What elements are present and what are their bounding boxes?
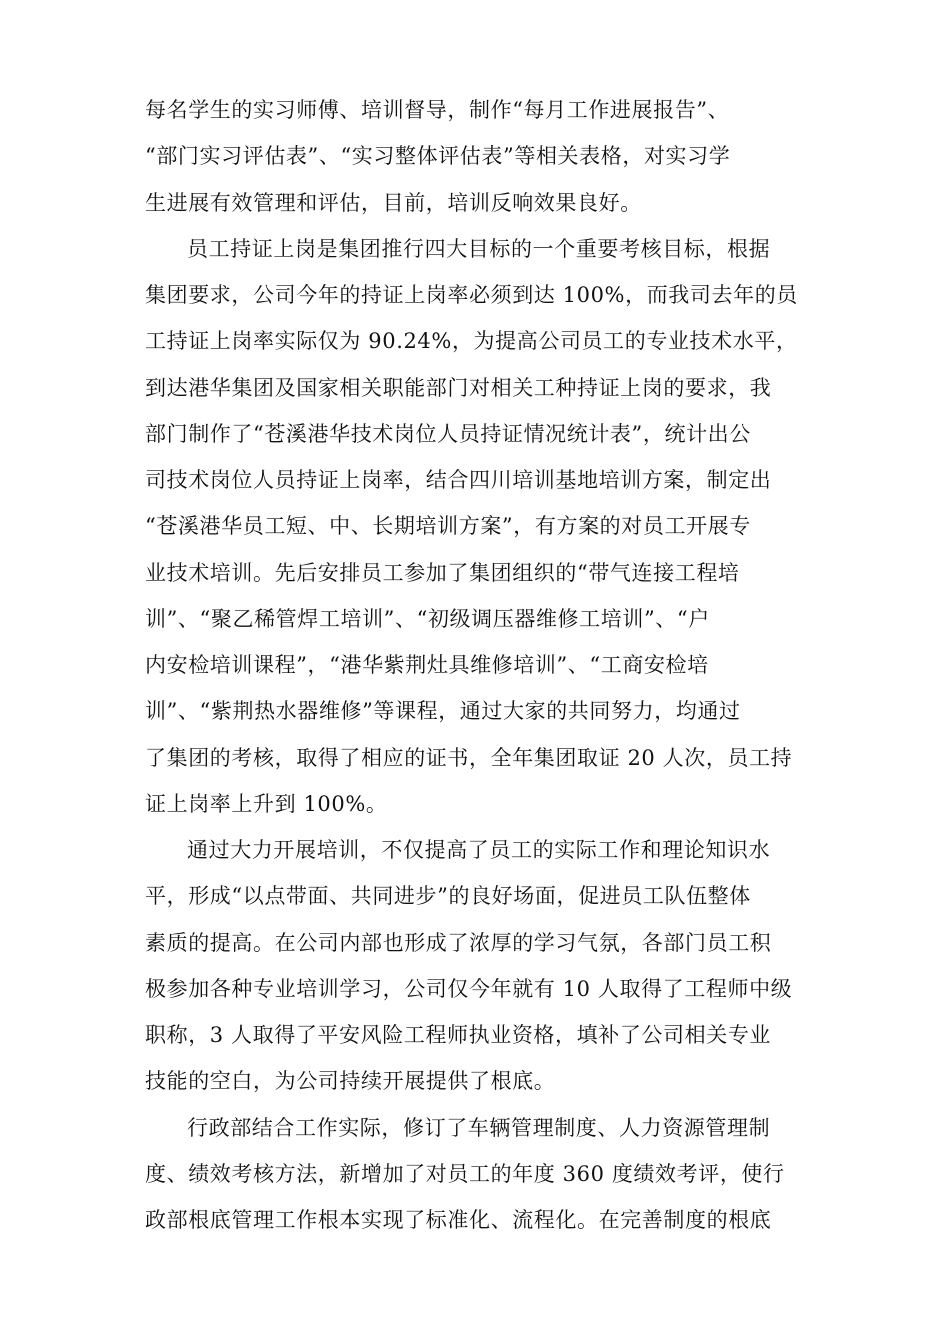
text-line: 到达港华集团及国家相关职能部门对相关工种持证上岗的要求，我 bbox=[145, 375, 772, 400]
text-line: 通过大力开展培训，不仅提高了员工的实际工作和理论知识水 bbox=[187, 838, 771, 862]
text-line: 训”、“紫荆热水器维修”等课程，通过大家的共同努力，均通过 bbox=[145, 699, 741, 724]
text-line: 内安检培训课程”，“港华紫荆灶具维修培训”、“工商安检培 bbox=[145, 653, 709, 677]
text-line: 员工持证上岗是集团推行四大目标的一个重要考核目标，根据 bbox=[187, 236, 771, 261]
text-line: 训”、“聚乙稀管焊工培训”、“初级调压器维修工培训”、“户 bbox=[145, 606, 710, 631]
text-line: 职称，3 人取得了平安风险工程师执业资格，填补了公司相关专业 bbox=[145, 1023, 772, 1047]
paragraph bbox=[145, 87, 805, 226]
text-line: 证上岗率上升到 100%。 bbox=[145, 791, 388, 816]
text-line: 极参加各种专业培训学习，公司仅今年就有 10 人取得了工程师中级 bbox=[145, 976, 793, 1001]
text-line: 每名学生的实习师傅、培训督导，制作“每月工作进展报告”、 bbox=[145, 98, 730, 122]
text-line: 集团要求，公司今年的持证上岗率必须到达 100%，而我司去年的员 bbox=[145, 283, 798, 307]
body-text bbox=[145, 87, 805, 1243]
text-line: 行政部结合工作实际，修订了车辆管理制度、人力资源管理制 bbox=[187, 1115, 771, 1140]
text-line: 技能的空白，为公司持续开展提供了根底。 bbox=[145, 1069, 556, 1094]
text-line: 了集团的考核，取得了相应的证书，全年集团取证 20 人次，员工持 bbox=[145, 745, 793, 770]
text-line: 度、绩效考核方法，新增加了对员工的年度 360 度绩效考评，使行 bbox=[145, 1161, 785, 1186]
text-line: 部门制作了“苍溪港华技术岗位人员持证情况统计表”，统计出公 bbox=[145, 421, 751, 446]
paragraph bbox=[145, 1105, 805, 1244]
text-line: 司技术岗位人员持证上岗率，结合四川培训基地培训方案，制定出 bbox=[145, 468, 772, 492]
text-line: “苍溪港华员工短、中、长期培训方案”，有方案的对员工开展专 bbox=[145, 514, 751, 539]
paragraph bbox=[145, 226, 805, 827]
text-line: 素质的提高。在公司内部也形成了浓厚的学习气氛，各部门员工积 bbox=[145, 930, 772, 955]
text-line: 政部根底管理工作根本实现了标准化、流程化。在完善制度的根底 bbox=[145, 1208, 772, 1232]
text-line: “部门实习评估表”、“实习整体评估表”等相关表格，对实习学 bbox=[145, 144, 731, 169]
text-line: 平，形成“以点带面、共同进步”的良好场面，促进员工队伍整体 bbox=[145, 884, 751, 909]
paragraph bbox=[145, 827, 805, 1105]
text-line: 业技术培训。先后安排员工参加了集团组织的“带气连接工程培 bbox=[145, 560, 740, 585]
text-line: 生进展有效管理和评估，目前，培训反响效果良好。 bbox=[145, 190, 642, 215]
text-line: 工持证上岗率实际仅为 90.24%，为提高公司员工的专业技术水平， bbox=[145, 329, 798, 354]
